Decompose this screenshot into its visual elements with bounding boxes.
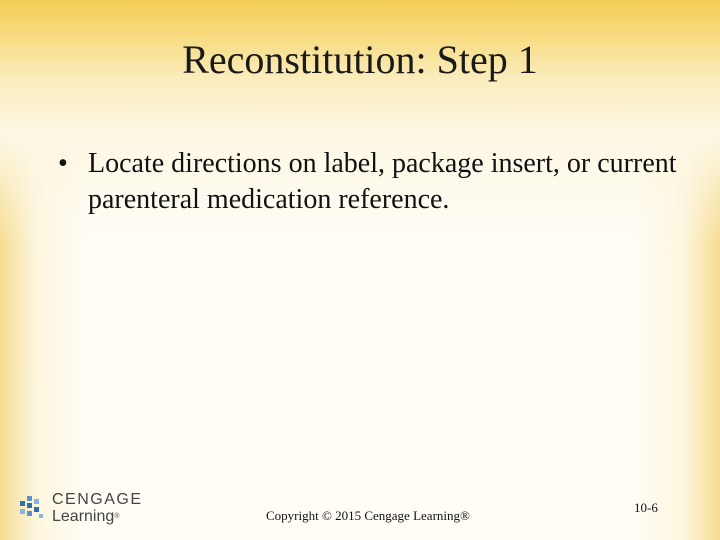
logo-trademark: ® <box>114 513 120 520</box>
bullet-item <box>58 146 678 218</box>
slide-number: 10-6 <box>634 500 658 515</box>
bullet-marker: • <box>58 148 68 179</box>
logo-wordmark-learning-text: Learning <box>52 508 115 525</box>
bullet-list <box>58 146 678 218</box>
cengage-logo <box>16 488 156 530</box>
bullet-text: Locate directions on label, package insert, or current parenteral medication reference. <box>88 148 677 215</box>
logo-wordmark-cengage: CENGAGE <box>52 491 143 508</box>
slide-title: Reconstitution: Step 1 <box>182 37 538 82</box>
copyright-notice: Copyright © 2015 Cengage Learning® <box>266 508 470 523</box>
cengage-logo-icon <box>16 492 46 522</box>
logo-wordmark-learning <box>52 508 119 526</box>
